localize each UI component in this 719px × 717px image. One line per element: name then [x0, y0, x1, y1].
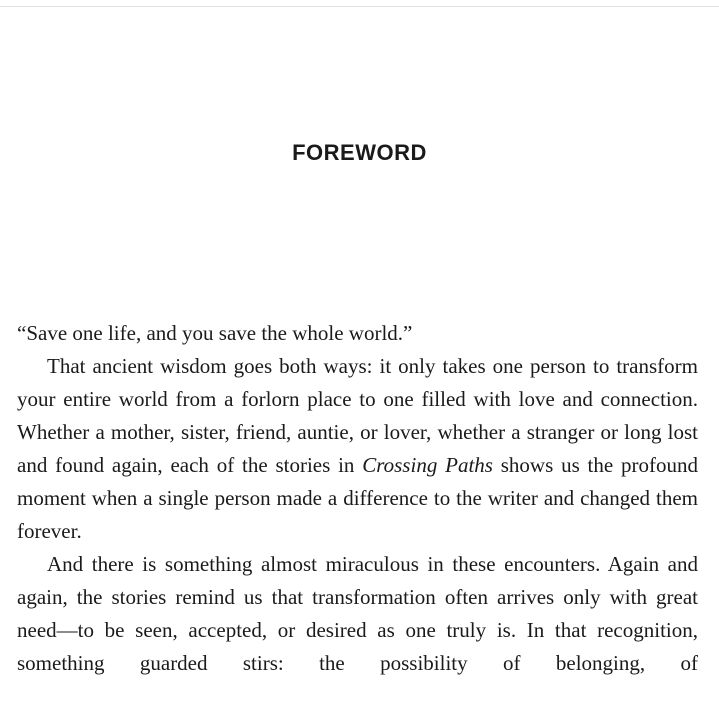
top-divider	[0, 6, 719, 7]
foreword-body	[17, 317, 698, 680]
paragraph-2: And there is something almost miraculous in these encounters. Again and again, the stories remind us that transformation often arrives only with great need—to be seen, accepted, or desired as one truly is. In that recognition, something guarded stirs: the possibility of belonging, of	[17, 552, 698, 675]
paragraph-1-text-start: That ancient wisdom goes both ways: it only takes one person to transform your entire world from a forlorn place to one filled with love and connection. Whether a mother, sister, friend, auntie, or lover, whether a stranger or long lost and found again, each of the stories in	[17, 354, 698, 477]
paragraph-1	[17, 350, 698, 548]
opening-quote: “Save one life, and you save the whole world.”	[17, 321, 413, 345]
chapter-title: FOREWORD	[292, 140, 427, 165]
book-title: Crossing Paths	[362, 453, 493, 477]
paragraph-1-text-end: shows us the profound moment when a single person made a difference to the writer and changed them forever.	[17, 453, 698, 543]
